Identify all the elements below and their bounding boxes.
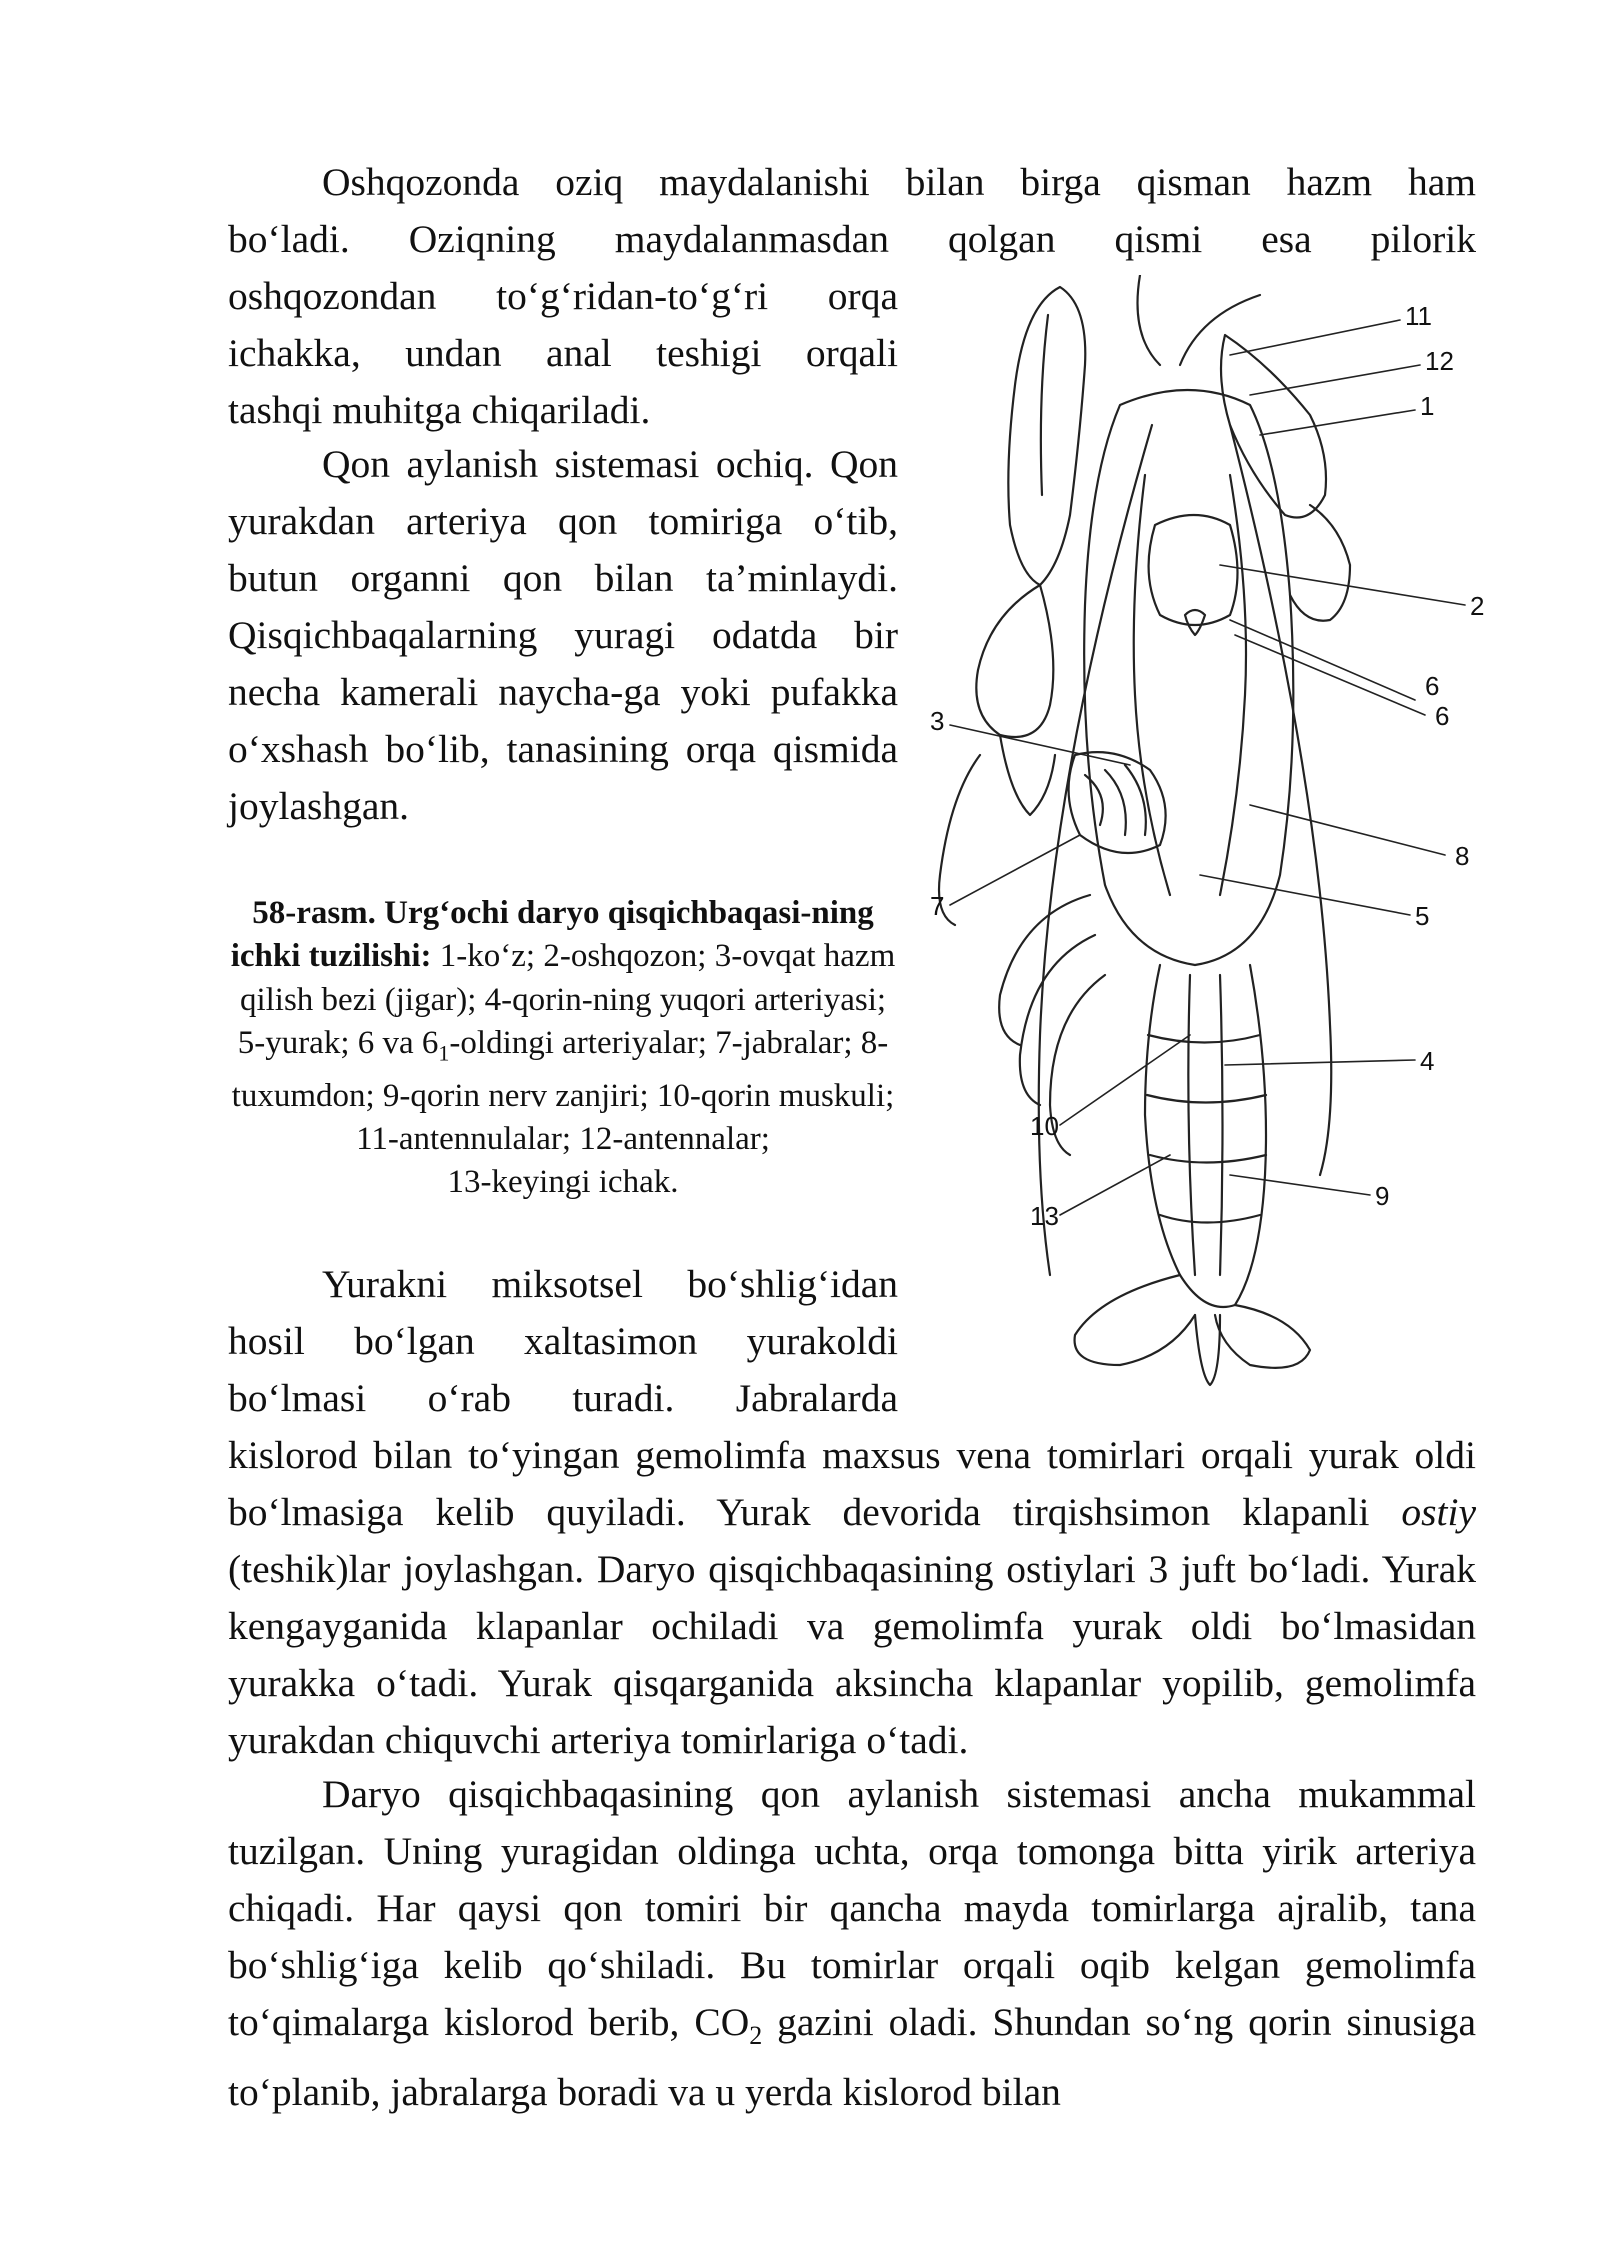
caption-title: 58-rasm. Urg‘ochi daryo qisqichbaqasi-ning ichki tuzilishi: (230, 895, 874, 975)
leader-13 (1060, 1155, 1170, 1215)
label-11: 11 (1405, 301, 1432, 331)
antenna-left (1138, 275, 1161, 365)
paragraph-3-text-a: kislorod bilan to‘yingan gemolimfa maxsus vena tomirlari orqali yurak oldi bo‘lmasiga kelib quyiladi. Yurak devorida tirqishsimon klapanli (228, 1433, 1476, 1534)
carapace (1084, 390, 1293, 965)
paragraph-3-text (228, 1427, 1476, 1769)
nerve-cord (1188, 975, 1195, 1275)
gills (1069, 752, 1166, 853)
crayfish-anatomy-figure (930, 275, 1500, 1425)
abdomen (1145, 965, 1266, 1307)
paragraph-1-line-2: bo‘ladi. Oziqning maydalanmasdan qolgan qismi esa pilorik (228, 217, 1476, 261)
leader-lines (950, 320, 1465, 1215)
paragraph-3-full (228, 1427, 1476, 1769)
ostiy-term: ostiy (1401, 1490, 1476, 1534)
leader-6a (1230, 620, 1415, 700)
caption-last: 13-keyingi ichak. (447, 1164, 679, 1201)
label-10: 10 (1030, 1111, 1059, 1141)
leader-1 (1260, 410, 1415, 435)
paragraph-4-text (228, 1766, 1476, 2121)
paragraph-1-line-1: Oshqozonda oziq maydalanishi bilan birga qisman hazm ham (322, 160, 1476, 204)
paragraph-2 (228, 436, 898, 835)
paragraph-1-line-3: oshqozondan to‘g‘ridan-to‘g‘ri orqa (228, 274, 898, 318)
label-5: 5 (1415, 901, 1430, 931)
label-13: 13 (1030, 1201, 1059, 1231)
leader-7 (950, 835, 1080, 905)
paragraph-1-line-5: tashqi muhitga chiqariladi. (228, 388, 651, 432)
paragraph-3-column (228, 1256, 898, 1427)
label-7: 7 (930, 891, 945, 921)
leader-11 (1230, 320, 1400, 355)
label-2: 2 (1470, 591, 1485, 621)
paragraph-3-text-b: (teshik)lar joylashgan. Daryo qisqichbaqasining ostiylari 3 juft bo‘ladi. Yurak kengayganida klapanlar ochiladi va gemolimfa yurak oldi bo‘lmasidan yurakka o‘tadi. Yurak qisqarganida aksincha klapanlar yopilib, gemolimfa yurakdan chiquvchi arteriya tomirlariga o‘tadi. (228, 1547, 1476, 1762)
label-4: 4 (1420, 1046, 1435, 1076)
paragraph-1-column (228, 268, 898, 439)
paragraph-1-line-4: ichakka, undan anal teshigi orqali (228, 331, 898, 375)
paragraph-3-column-text: Yurakni miksotsel bo‘shlig‘idan hosil bo‘lgan xaltasimon yurakoldi bo‘lmasi o‘rab turadi. Jabralarda (228, 1262, 898, 1420)
label-3: 3 (930, 706, 945, 736)
label-8: 8 (1455, 841, 1470, 871)
caption-text-b: -oldingi arteriyalar; 7-jabralar; 8-tuxumdon; 9-qorin nerv zanjiri; 10-qorin muskuli; 11-antennulalar; 12-antennalar; (231, 1024, 895, 1158)
label-1: 1 (1420, 391, 1435, 421)
paragraph-1-full (228, 154, 1476, 268)
left-claw-inner (1041, 315, 1048, 495)
crayfish-drawing (930, 275, 1500, 1425)
paragraph-4 (228, 1766, 1476, 2121)
abdominal-artery (1220, 975, 1223, 1275)
leader-9 (1230, 1175, 1370, 1195)
telson (1195, 1315, 1220, 1385)
stomach (1149, 515, 1238, 625)
heart (1185, 610, 1205, 635)
leader-12 (1250, 365, 1420, 395)
right-claw-carpus (1290, 505, 1350, 621)
leader-5 (1200, 875, 1410, 915)
caption-subscript: 1 (438, 1040, 450, 1066)
leader-10 (1060, 1035, 1190, 1125)
caption-text-a: 1-ko‘z; 2-oshqozon; 3-ovqat hazm qilish bezi (jigar); 4-qorin-ning yuqori arteriyasi; 5-yurak; 6 va 6 (237, 938, 896, 1061)
paragraph-2-text: Qon aylanish sistemasi ochiq. Qon yurakdan arteriya qon tomiriga o‘tib, butun organni qon bilan ta’minlaydi. Qisqichbaqalarning yuragi odatda bir necha kamerali naycha-ga yoki pufakka o‘xshash bo‘lib, tanasining orqa qismida joylashgan. (228, 442, 898, 828)
walking-leg-2 (1020, 935, 1095, 1105)
leader-8 (1250, 805, 1445, 855)
tail-fan-left (1075, 1275, 1195, 1365)
figure-labels (930, 301, 1484, 1231)
figure-caption (228, 892, 898, 1205)
paragraph-4-text-a: Daryo qisqichbaqasining qon aylanish sistemasi ancha mukammal tuzilgan. Uning yuragidan oldinga uchta, orqa tomonga bitta yirik arteriya chiqadi. Har qaysi qon tomiri bir qancha mayda tomirlarga ajralib, tana bo‘shlig‘iga kelib qo‘shiladi. Bu tomirlar orqali oqib kelgan gemolimfa to‘qimalarga kislorod berib, CO (228, 1772, 1476, 2044)
paragraph-4-text-b: gazini oladi. Shundan so‘ng qorin sinusiga to‘planib, jabralarga boradi va u yerda kislorod bilan (228, 2000, 1477, 2114)
label-12: 12 (1425, 346, 1454, 376)
left-claw-carpus (976, 585, 1053, 737)
label-6b: 6 (1435, 701, 1450, 731)
abdomen-segments (1147, 1035, 1266, 1223)
leader-2 (1220, 565, 1465, 605)
antenna-right (1180, 295, 1260, 365)
long-antenna-left (1039, 425, 1152, 1275)
co2-subscript: 2 (749, 2020, 763, 2050)
tail-fan-right (1215, 1305, 1310, 1368)
label-9: 9 (1375, 1181, 1390, 1211)
leader-6b (1235, 635, 1425, 715)
leader-4 (1225, 1060, 1415, 1065)
label-6a: 6 (1425, 671, 1440, 701)
